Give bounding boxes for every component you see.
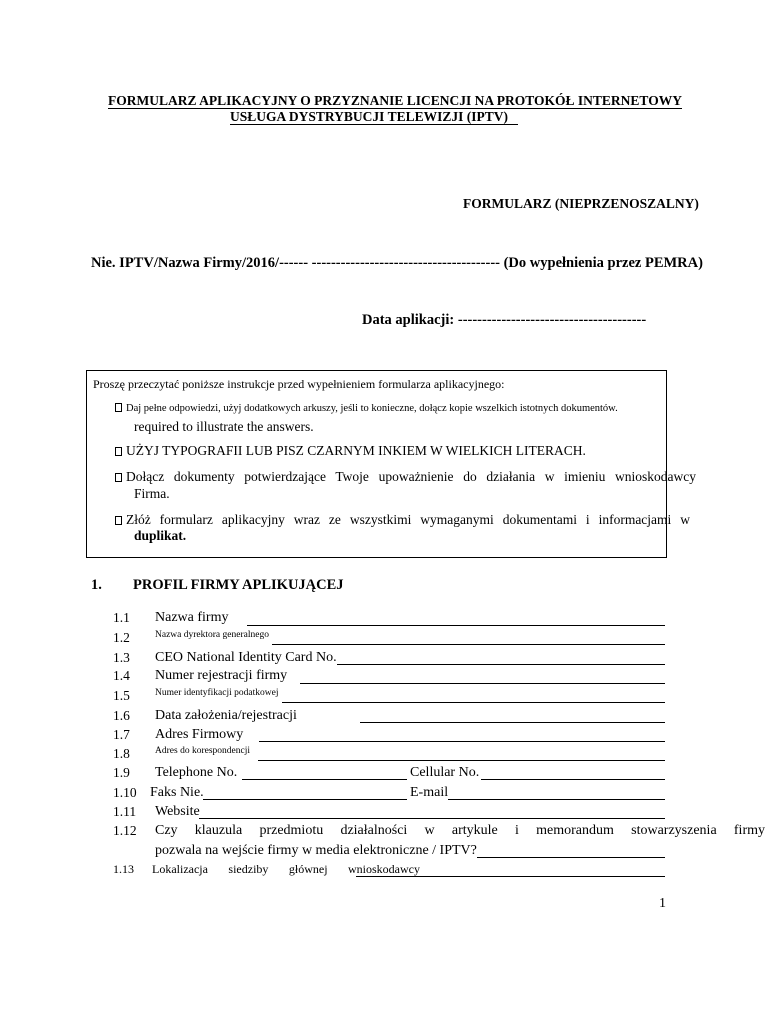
instruction-item-2: UŻYJ TYPOGRAFII LUB PISZ CZARNYM INKIEM W WIELKICH LITERACH. (115, 443, 586, 459)
instruction-item-1-cont: required to illustrate the answers. (134, 419, 314, 434)
correspondence-address-field[interactable] (258, 760, 665, 761)
field-label-ceo-id: CEO National Identity Card No. (155, 650, 337, 665)
reference-number-line: Nie. IPTV/Nazwa Firmy/2016/------ --------------------------------------- (Do wypełnienia przez PEMRA) (91, 255, 703, 271)
field-label-email: E-mail (410, 785, 449, 800)
form-title-line2: USŁUGA DYSTRYBUCJI TELEWIZJI (IPTV) (230, 109, 518, 125)
field-label-telephone: Telephone No. (155, 765, 238, 780)
field-number: 1.12 (113, 823, 137, 838)
section-number: 1. (91, 577, 102, 593)
page-number: 1 (659, 896, 666, 911)
date-dashes: --------------------------------------- (457, 312, 647, 328)
founding-date-field[interactable] (360, 722, 665, 723)
field-number: 1.3 (113, 650, 130, 665)
field-number: 1.10 (113, 785, 137, 800)
field-number: 1.4 (113, 668, 130, 683)
instruction-item-3-cont: Firma. (134, 486, 170, 501)
checkbox-bullet-icon (115, 473, 122, 482)
field-label-ceo-name: Nazwa dyrektora generalnego (155, 630, 269, 640)
checkbox-bullet-icon (115, 516, 122, 525)
instruction-item-1: Daj pełne odpowiedzi, użyj dodatkowych arkuszy, jeśli to konieczne, dołącz kopie wszelkich istotnych dokumentów. (115, 403, 618, 414)
section-title: PROFIL FIRMY APLIKUJĄCEJ (133, 577, 344, 593)
field-label-correspondence-address: Adres do korespondencji (155, 746, 250, 756)
field-label-cellular: Cellular No. (410, 765, 480, 780)
field-number: 1.9 (113, 765, 130, 780)
field-label-registration-number: Numer rejestracji firmy (155, 668, 288, 683)
field-number: 1.11 (113, 804, 137, 819)
application-date-line (362, 312, 646, 329)
date-label: Data aplikacji: (362, 312, 455, 328)
headquarters-field[interactable] (356, 876, 665, 877)
field-label-fax: Faks Nie. (150, 785, 204, 800)
form-title-line1: FORMULARZ APLIKACYJNY O PRZYZNANIE LICENCJI NA PROTOKÓŁ INTERNETOWY (108, 93, 682, 108)
tax-id-field[interactable] (282, 702, 665, 703)
field-label-business-scope-cont: pozwala na wejście firmy w media elektroniczne / IPTV? (155, 843, 477, 858)
email-field[interactable] (448, 799, 665, 800)
company-address-field[interactable] (259, 741, 665, 742)
form-type-label: FORMULARZ (NIEPRZENOSZALNY) (463, 196, 699, 211)
field-number: 1.8 (113, 746, 130, 761)
field-number: 1.6 (113, 708, 130, 723)
field-label-company-address: Adres Firmowy (155, 727, 244, 742)
instruction-item-3: Dołącz dokumenty potwierdzające Twoje upoważnienie do działania w imieniu wnioskodawcy (115, 469, 696, 485)
field-number: 1.2 (113, 630, 130, 645)
checkbox-bullet-icon (115, 447, 122, 456)
instruction-item-4: Złóż formularz aplikacyjny wraz ze wszystkimi wymaganymi dokumentami i informacjami w (115, 512, 690, 528)
field-label-business-scope: Czy klauzula przedmiotu działalności w artykule i memorandum stowarzyszenia firmy (155, 823, 765, 838)
instruction-item-4-cont: duplikat. (134, 528, 187, 543)
field-number: 1.1 (113, 610, 130, 625)
field-label-founding-date: Data założenia/rejestracji (155, 708, 297, 723)
cellular-field[interactable] (481, 779, 665, 780)
checkbox-bullet-icon (115, 403, 122, 412)
field-label-headquarters: Lokalizacja siedziby głównej wnioskodawcy (152, 862, 420, 876)
company-name-field[interactable] (247, 625, 665, 626)
business-scope-field[interactable] (477, 857, 665, 858)
registration-number-field[interactable] (300, 683, 665, 684)
field-number: 1.7 (113, 727, 130, 742)
field-label-website: Website (155, 804, 200, 819)
ceo-id-field[interactable] (337, 664, 665, 665)
ceo-name-field[interactable] (272, 644, 665, 645)
field-label-company-name: Nazwa firmy (155, 610, 229, 625)
instructions-intro: Proszę przeczytać poniższe instrukcje przed wypełnieniem formularza aplikacyjnego: (93, 377, 505, 391)
field-number: 1.13 (113, 862, 134, 876)
telephone-field[interactable] (242, 779, 407, 780)
field-number: 1.5 (113, 688, 130, 703)
website-field[interactable] (199, 818, 665, 819)
field-label-tax-id: Numer identyfikacji podatkowej (155, 688, 279, 698)
fax-field[interactable] (203, 799, 407, 800)
instructions-box (86, 370, 696, 558)
